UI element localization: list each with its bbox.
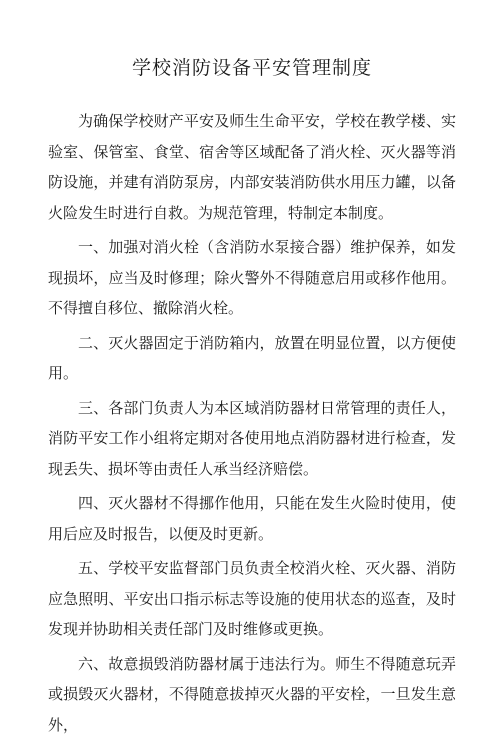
paragraph-rule-4: 四、灭火器材不得挪作他用，只能在发生火险时使用，使用后应及时报告，以便及时更新。 xyxy=(48,488,456,549)
paragraph-intro: 为确保学校财产平安及师生生命平安，学校在教学楼、实验室、保管室、食堂、宿舍等区域配备了消火栓、灭火器等消防设施，并建有消防泵房，内部安装消防供水用压力罐，以备火险发生时进行自救。为规范管理，特制定本制度。 xyxy=(48,106,456,228)
paragraph-rule-6: 六、故意损毁消防器材属于违法行为。师生不得随意玩弄或损毁灭火器材，不得随意拔掉灭火器的平安栓，一旦发生意外， xyxy=(48,649,456,740)
document-title: 学校消防设备平安管理制度 xyxy=(48,56,456,80)
paragraph-rule-5: 五、学校平安监督部门员负责全校消火栓、灭火器、消防应急照明、平安出口指示标志等设施的使用状态的巡查，及时发现并协助相关责任部门及时维修或更换。 xyxy=(48,553,456,645)
paragraph-rule-2: 二、灭火器固定于消防箱内，放置在明显位置，以方便使 用。 xyxy=(48,328,456,389)
paragraph-rule-1: 一、加强对消火栓（含消防水泵接合器）维护保养，如发现损坏，应当及时修理；除火警外不得随意启用或移作他用。不得擅自移位、撤除消火栓。 xyxy=(48,232,456,324)
paragraph-rule-3: 三、各部门负责人为本区域消防器材日常管理的责任人，消防平安工作小组将定期对各使用地点消防器材进行检查，发现丢失、损坏等由责任人承当经济赔偿。 xyxy=(48,393,456,485)
